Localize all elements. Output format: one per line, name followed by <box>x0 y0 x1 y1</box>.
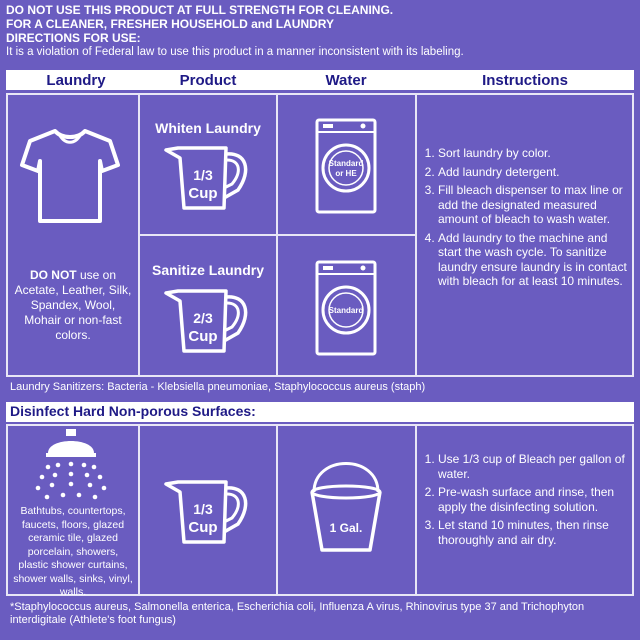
federal-law-notice: It is a violation of Federal law to use this product in a manner inconsistent with its labeling. <box>6 46 464 58</box>
washer-label: Standard <box>328 306 364 315</box>
laundry-caution <box>14 268 132 343</box>
column-header-instructions: Instructions <box>482 71 568 89</box>
warning-line: DO NOT USE THIS PRODUCT AT FULL STRENGTH FOR CLEANING. <box>6 3 394 17</box>
directions-heading: DIRECTIONS FOR USE: <box>6 31 141 45</box>
sanitize-laundry-title: Sanitize Laundry <box>151 262 265 278</box>
washing-machine-icon <box>315 260 377 356</box>
washing-machine-icon <box>315 118 377 214</box>
whiten-laundry-title: Whiten Laundry <box>155 120 261 136</box>
cup-unit: Cup <box>188 328 218 345</box>
measuring-cup-icon <box>164 140 254 212</box>
list-item: 3. Fill bleach dispenser to max line or add the designated measured amount of bleach to wash water. <box>438 183 628 227</box>
divider <box>138 234 416 236</box>
shower-head-icon <box>36 427 106 501</box>
tshirt-icon <box>18 125 122 225</box>
bucket-label: 1 Gal. <box>329 521 363 535</box>
organisms-note: *Staphylococcus aureus, Salmonella enterica, Escherichia coli, Influenza A virus, Rhinovirus type 37 and Trichophyton interdigitale (Athlete's foot fungus) <box>10 601 585 626</box>
list-item: 3. Let stand 10 minutes, then rinse thoroughly and air dry. <box>438 518 628 547</box>
washer-label: Standard <box>328 159 364 168</box>
cup-unit: Cup <box>188 519 218 536</box>
list-item: 1. Use 1/3 cup of Bleach per gallon of water. <box>438 452 628 481</box>
measuring-cup-icon <box>164 283 254 355</box>
cup-amount: 2/3 <box>193 310 213 326</box>
caution-text: use on Acetate, Leather, Silk, Spandex, Wool, Mohair or non-fast colors. <box>14 268 132 342</box>
laundry-instructions <box>422 146 628 293</box>
subtitle-line: FOR A CLEANER, FRESHER HOUSEHOLD and LAUNDRY <box>6 17 335 31</box>
cup-amount: 1/3 <box>193 167 213 183</box>
list-item: 2. Add laundry detergent. <box>438 165 628 180</box>
washer-label-sub: or HE <box>335 169 357 178</box>
bucket-icon <box>308 456 384 556</box>
disinfect-instructions <box>422 452 628 551</box>
cup-unit: Cup <box>188 185 218 202</box>
divider <box>415 424 417 596</box>
surfaces-caption: Bathtubs, countertops, faucets, floors, glazed ceramic tile, glazed porcelain, showers, plastic shower curtains, shower walls, sinks, vinyl, walls. <box>13 505 133 598</box>
disinfect-section-title: Disinfect Hard Non-porous Surfaces: <box>10 403 256 419</box>
cup-amount: 1/3 <box>193 501 213 517</box>
laundry-sanitizers-note: Laundry Sanitizers: Bacteria - Klebsiella pneumoniae, Staphylococcus aureus (staph) <box>10 381 426 393</box>
caution-emphasis: DO NOT <box>29 268 77 282</box>
column-header-product: Product <box>179 71 237 89</box>
list-item: 2. Pre-wash surface and rinse, then apply the disinfecting solution. <box>438 485 628 514</box>
column-header-laundry: Laundry <box>46 71 106 89</box>
list-item: 1. Sort laundry by color. <box>438 146 628 161</box>
list-item: 4. Add laundry to the machine and start the wash cycle. To sanitize laundry ensure laundry is in contact with bleach for at least 10 minutes. <box>438 231 628 289</box>
divider <box>276 424 278 596</box>
measuring-cup-icon <box>164 474 254 546</box>
divider <box>138 424 140 596</box>
column-header-water: Water <box>325 71 367 89</box>
